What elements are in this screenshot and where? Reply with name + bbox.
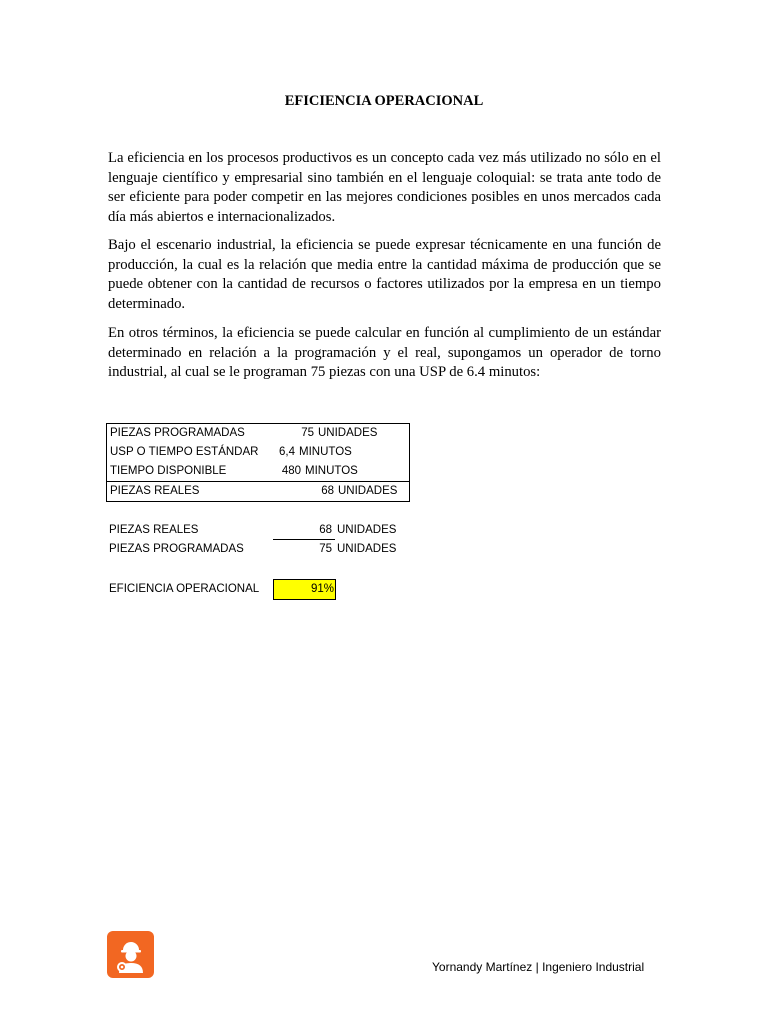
table-row	[107, 482, 409, 501]
footer-author: Yornandy Martínez | Ingeniero Industrial	[432, 960, 645, 974]
table-row	[107, 462, 409, 481]
row-value: 75	[301, 427, 314, 439]
data-table	[106, 423, 410, 502]
row-value: 480	[281, 465, 301, 477]
denominator-unit: UNIDADES	[337, 543, 397, 555]
table-row	[107, 443, 409, 462]
row-unit: MINUTOS	[299, 446, 352, 458]
row-label: PIEZAS REALES	[110, 485, 200, 497]
paragraph-2: Bajo el escenario industrial, la eficiencia se puede expresar técnicamente en una función de producción, la cual es la relación que media entre la cantidad máxima de producción que se puede obtener con la cantidad de recursos o factores utilizados por la empresa en un tiempo determinado.	[108, 237, 661, 312]
row-unit: UNIDADES	[338, 485, 398, 497]
row-label: TIEMPO DISPONIBLE	[110, 465, 227, 477]
paragraph-3: En otros términos, la eficiencia se puede calcular en función al cumplimiento de un estándar determinado en relación a la programación y el real, supongamos un operador de torno industrial, al cual se le programan 75 piezas con una USP de 6.4 minutos:	[108, 325, 661, 380]
fraction-numerator	[106, 521, 408, 540]
row-label: USP O TIEMPO ESTÁNDAR	[110, 446, 259, 458]
engineer-icon	[107, 931, 154, 978]
numerator-label: PIEZAS REALES	[109, 524, 199, 536]
row-value: 68	[321, 485, 334, 497]
document-title: EFICIENCIA OPERACIONAL	[284, 93, 484, 109]
row-unit: UNIDADES	[318, 427, 378, 439]
table-row	[107, 424, 409, 443]
row-label: PIEZAS PROGRAMADAS	[110, 427, 245, 439]
paragraph-1: La eficiencia en los procesos productivos es un concepto cada vez más utilizado no sólo en el lenguaje científico y empresarial sino también en el lenguaje coloquial: se trata ante todo de ser eficiente para poder competir en las mejores condiciones posibles en unos mercados cada día más abiertos e internacionalizados.	[108, 150, 661, 225]
efficiency-value: 91%	[273, 579, 336, 600]
row-unit: MINUTOS	[305, 465, 358, 477]
numerator-value: 68	[319, 524, 332, 536]
numerator-unit: UNIDADES	[337, 524, 397, 536]
efficiency-label: EFICIENCIA OPERACIONAL	[109, 583, 260, 595]
denominator-value: 75	[319, 543, 332, 555]
row-value: 6,4	[279, 446, 295, 458]
denominator-label: PIEZAS PROGRAMADAS	[109, 543, 244, 555]
fraction-denominator	[106, 540, 408, 559]
